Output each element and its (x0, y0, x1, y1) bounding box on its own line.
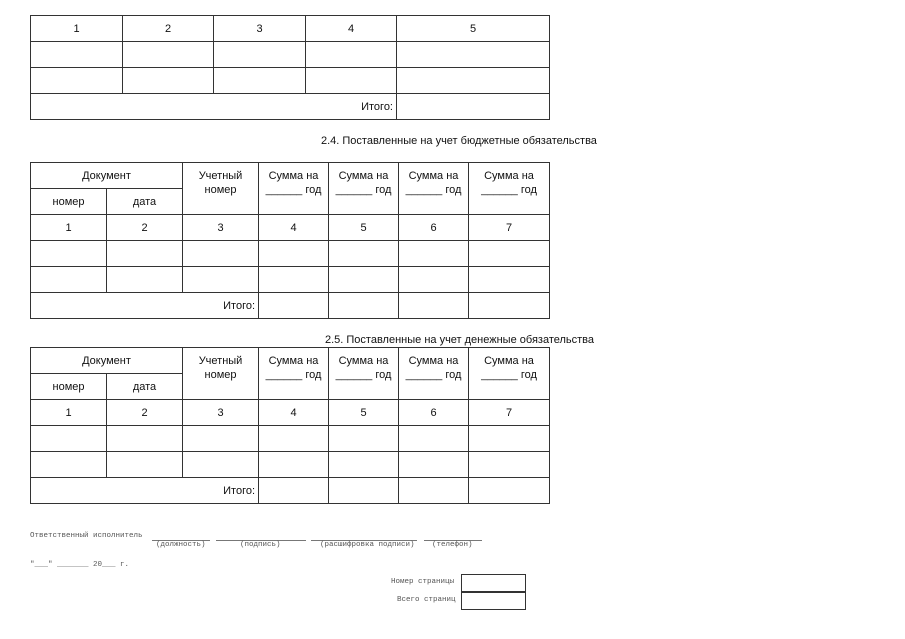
total-cell (259, 478, 329, 504)
total-pages-box[interactable] (461, 591, 526, 610)
table-cell (31, 241, 107, 267)
table-row (31, 452, 550, 478)
table-cell (107, 426, 183, 452)
table-cell (123, 42, 214, 68)
col-number: 5 (329, 215, 399, 241)
signature-caption: (подпись) (240, 541, 281, 549)
table-cell (469, 241, 550, 267)
total-cell (329, 293, 399, 319)
table-cell (469, 267, 550, 293)
table-cell (329, 426, 399, 452)
table-cell (107, 241, 183, 267)
date-header: дата (107, 189, 183, 215)
col-number: 3 (183, 400, 259, 426)
col-number: 7 (469, 215, 550, 241)
table-row (31, 42, 550, 68)
col-header: 3 (214, 16, 306, 42)
header-line: ______ год (405, 184, 462, 196)
table-cell (399, 241, 469, 267)
responsible-label: Ответственный исполнитель (30, 532, 143, 540)
sum-header (259, 348, 329, 400)
total-cell (329, 478, 399, 504)
header-line: ______ год (335, 184, 392, 196)
header-line: ______ год (481, 369, 537, 381)
table-cell (183, 267, 259, 293)
table-cell (259, 267, 329, 293)
monetary-obligations-table (30, 347, 550, 504)
section-24-title: 2.4. Поставленные на учет бюджетные обязательства (321, 135, 597, 147)
table-cell (329, 452, 399, 478)
total-cell (399, 478, 469, 504)
position-caption: (должность) (156, 541, 206, 549)
table-cell (329, 267, 399, 293)
col-header: 1 (31, 16, 123, 42)
table-header-row (31, 16, 550, 42)
table-cell (214, 42, 306, 68)
header-line: Сумма на (338, 355, 389, 367)
sum-header (469, 348, 550, 400)
total-cell (469, 478, 550, 504)
document-header: Документ (31, 163, 183, 189)
table-cell (397, 68, 550, 94)
table-cell (183, 426, 259, 452)
table-cell (399, 426, 469, 452)
col-header: 2 (123, 16, 214, 42)
table-row (31, 241, 550, 267)
table-cell (329, 241, 399, 267)
col-number: 1 (31, 215, 107, 241)
col-number: 1 (31, 400, 107, 426)
col-number: 2 (107, 215, 183, 241)
phone-caption: (телефон) (432, 541, 473, 549)
table-cell (123, 68, 214, 94)
number-header: номер (31, 374, 107, 400)
table-row (31, 426, 550, 452)
total-row (31, 478, 550, 504)
header-line: Сумма на (484, 170, 534, 182)
date-line: "___" _______ 20___ г. (30, 561, 130, 569)
col-number: 4 (259, 400, 329, 426)
total-row (31, 94, 550, 120)
header-line: ______ год (265, 369, 322, 381)
col-header: 4 (306, 16, 397, 42)
budget-obligations-table (30, 162, 550, 319)
table-cell (31, 68, 123, 94)
sum-header (259, 163, 329, 215)
col-number: 7 (469, 400, 550, 426)
column-number-row (31, 400, 550, 426)
decoding-caption: (расшифровка подписи) (320, 541, 415, 549)
table-cell (214, 68, 306, 94)
header-line: Сумма на (338, 170, 389, 182)
total-label: Итого: (31, 478, 259, 504)
table-row (31, 267, 550, 293)
header-line: номер (204, 369, 237, 381)
col-header: 5 (397, 16, 550, 42)
header-line: Сумма на (408, 170, 459, 182)
page-number-label: Номер страницы (391, 578, 455, 586)
header-line: Сумма на (484, 355, 534, 367)
number-header: номер (31, 189, 107, 215)
table-cell (397, 42, 550, 68)
col-number: 6 (399, 215, 469, 241)
total-label: Итого: (31, 293, 259, 319)
sum-header (329, 348, 399, 400)
total-label: Итого: (31, 94, 397, 120)
table-cell (399, 452, 469, 478)
sum-header (399, 348, 469, 400)
total-cell (397, 94, 550, 120)
header-line: ______ год (481, 184, 537, 196)
table-cell (31, 452, 107, 478)
col-number: 2 (107, 400, 183, 426)
date-header: дата (107, 374, 183, 400)
col-number: 6 (399, 400, 469, 426)
header-line: Сумма на (408, 355, 459, 367)
col-number: 3 (183, 215, 259, 241)
total-pages-label: Всего страниц (397, 596, 456, 604)
table-cell (259, 426, 329, 452)
column-number-row (31, 215, 550, 241)
total-cell (469, 293, 550, 319)
table-cell (31, 42, 123, 68)
table-cell (183, 452, 259, 478)
table-header-row (31, 348, 550, 374)
sum-header (329, 163, 399, 215)
col-number: 4 (259, 215, 329, 241)
header-line: ______ год (265, 184, 322, 196)
table-cell (306, 42, 397, 68)
header-line: Учетный (198, 355, 243, 367)
table-cell (259, 241, 329, 267)
header-line: ______ год (405, 369, 462, 381)
header-line: Учетный (198, 170, 243, 182)
header-line: Сумма на (268, 170, 319, 182)
table-cell (259, 452, 329, 478)
table-cell (31, 267, 107, 293)
table-cell (399, 267, 469, 293)
registration-number-header (183, 163, 259, 215)
header-line: Сумма на (268, 355, 319, 367)
sum-header (399, 163, 469, 215)
table-cell (469, 426, 550, 452)
table-row (31, 68, 550, 94)
header-line: ______ год (335, 369, 392, 381)
table-cell (107, 452, 183, 478)
total-cell (259, 293, 329, 319)
continuation-table (30, 15, 550, 120)
header-line: номер (204, 184, 237, 196)
col-number: 5 (329, 400, 399, 426)
total-cell (399, 293, 469, 319)
table-cell (31, 426, 107, 452)
table-cell (469, 452, 550, 478)
document-header: Документ (31, 348, 183, 374)
table-cell (306, 68, 397, 94)
registration-number-header (183, 348, 259, 400)
table-header-row (31, 163, 550, 189)
table-cell (107, 267, 183, 293)
table-cell (183, 241, 259, 267)
sum-header (469, 163, 550, 215)
section-25-title: 2.5. Поставленные на учет денежные обязательства (325, 334, 595, 346)
total-row (31, 293, 550, 319)
